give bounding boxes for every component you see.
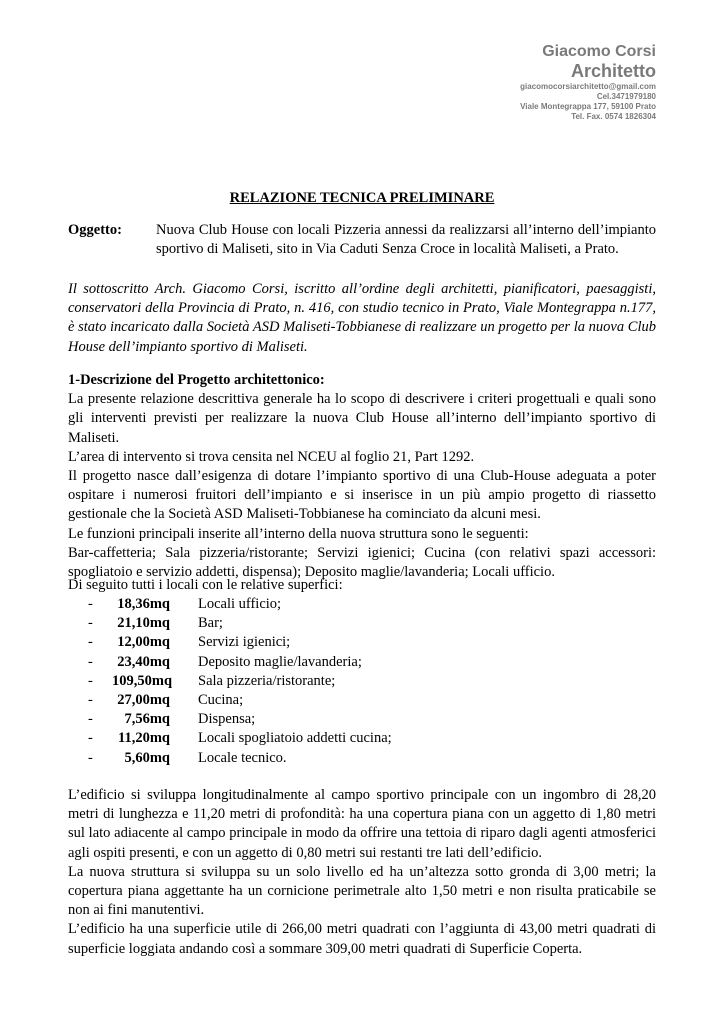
list-dash: -	[88, 596, 93, 612]
architect-title: Architetto	[571, 61, 656, 81]
section-1-paragraph: La presente relazione descrittiva generale ha lo scopo di descrivere i criteri progettuali e quali sono gli interventi previsti per realizzare la nuova Club House all’interno dell’impianto sportivo di Maliseti.	[68, 391, 656, 446]
subject-block	[68, 221, 656, 259]
list-item	[68, 595, 568, 614]
list-dash: -	[88, 730, 93, 747]
room-area: 12,00mq	[117, 634, 170, 651]
letterhead	[520, 42, 656, 122]
room-name: Locali spogliatoio addetti cucina;	[198, 730, 392, 747]
list-item	[68, 710, 568, 729]
subject-label: Oggetto:	[68, 222, 122, 238]
section-1-title: 1-Descrizione del Progetto architettonico:	[68, 372, 325, 388]
room-area: 11,20mq	[118, 730, 170, 747]
section-1-paragraph: L’area di intervento si trova censita nel NCEU al foglio 21, Part 1292.	[68, 448, 475, 465]
room-area: 5,60mq	[124, 749, 170, 766]
intro-paragraph: Il sottoscritto Arch. Giacomo Corsi, iscritto all’ordine degli architetti, pianificatori, paesaggisti, conservatori della Provincia di Prato, n. 416, con studio tecnico in Prato, Viale Montegrappa n.177, è stato incaricato dalla Società ASD Maliseti-Tobbianese di realizzare un progetto per la nuova Club House dell’impianto sportivo di Maliseti.	[68, 281, 656, 355]
room-area: 21,10mq	[117, 615, 170, 632]
section-1-paragraph: Il progetto nasce dall’esigenza di dotare l’impianto sportivo di una Club-House adeguata a poter ospitare i numerosi fruitori dell’impianto e si inserisce in un più ampio progetto di riassetto gestionale che la Società ASD Maliseti-Tobbianese ha cominciato da alcuni mesi.	[68, 468, 656, 523]
list-item	[68, 653, 568, 672]
room-name: Sala pizzeria/ristorante;	[198, 672, 336, 689]
list-item	[68, 749, 568, 768]
room-area: 27,00mq	[117, 691, 170, 708]
section-1	[68, 371, 656, 582]
building-description	[68, 786, 656, 959]
list-dash: -	[88, 749, 93, 766]
rooms-list-intro: Di seguito tutti i locali con le relative superfici:	[68, 577, 343, 593]
room-area: 109,50mq	[112, 672, 173, 689]
architect-name: Giacomo Corsi	[542, 43, 656, 60]
room-area: 18,36mq	[117, 596, 170, 612]
document-title: RELAZIONE TECNICA PRELIMINARE	[229, 190, 495, 206]
room-name: Locali ufficio;	[198, 596, 282, 612]
list-item	[68, 672, 568, 691]
architect-email: giacomocorsiarchitetto@gmail.com	[520, 82, 656, 91]
room-name: Cucina;	[198, 691, 244, 708]
list-item	[68, 633, 568, 652]
list-dash: -	[88, 653, 93, 670]
room-area: 23,40mq	[117, 653, 170, 670]
list-dash: -	[88, 615, 93, 632]
architect-phone: Tel. Fax. 0574 1826304	[571, 112, 656, 121]
list-dash: -	[88, 634, 93, 651]
building-paragraph: La nuova struttura si sviluppa su un solo livello ed ha un’altezza sotto gronda di 3,00 metri; la copertura piana aggettante ha un cornicione perimetrale alto 1,50 metri e non risulta praticabile se non ai fini manutentivi.	[68, 863, 656, 919]
section-1-paragraph: Le funzioni principali inserite all’interno della nuova struttura sono le seguenti:	[68, 525, 529, 542]
building-paragraph: L’edificio ha una superficie utile di 266,00 metri quadrati con l’aggiunta di 43,00 metri quadrati di superficie loggiata andando così a sommare 309,00 metri quadrati di Superficie Coperta.	[68, 921, 656, 957]
architect-address: Viale Montegrappa 177, 59100 Prato	[520, 102, 656, 111]
list-item	[68, 614, 568, 633]
room-name: Bar;	[198, 615, 223, 632]
list-dash: -	[88, 711, 93, 728]
room-area: 7,56mq	[124, 711, 170, 728]
list-item	[68, 691, 568, 710]
room-name: Locale tecnico.	[198, 749, 287, 766]
room-name: Deposito maglie/lavanderia;	[198, 653, 362, 670]
building-paragraph: L’edificio si sviluppa longitudinalmente al campo sportivo principale con un ingombro di 28,20 metri di lunghezza e 11,20 metri di profondità: ha una copertura piana con un aggetto di 1,80 metri sul lato adiacente al campo principale in modo da offrire una tettoia di riparo dagli agenti atmosferici agli ospiti presenti, e con un aggetto di 0,80 metri sui restanti tre lati dell’edificio.	[68, 787, 656, 861]
architect-cell: Cel.3471979180	[596, 92, 656, 101]
section-1-paragraph: Bar-caffetteria; Sala pizzeria/ristorante; Servizi igienici; Cucina (con relativi spazi accessori: spogliatoio e servizio addetti, dispensa); Deposito maglie/lavanderia; Locali ufficio.	[68, 544, 656, 581]
list-item	[68, 729, 568, 748]
list-dash: -	[88, 672, 93, 689]
room-name: Dispensa;	[198, 711, 256, 728]
list-dash: -	[88, 691, 93, 708]
rooms-list	[68, 595, 568, 768]
room-name: Servizi igienici;	[198, 634, 291, 651]
subject-text: Nuova Club House con locali Pizzeria annessi da realizzarsi all’interno dell’impianto sportivo di Maliseti, sito in Via Caduti Senza Croce in località Maliseti, a Prato.	[156, 222, 656, 258]
